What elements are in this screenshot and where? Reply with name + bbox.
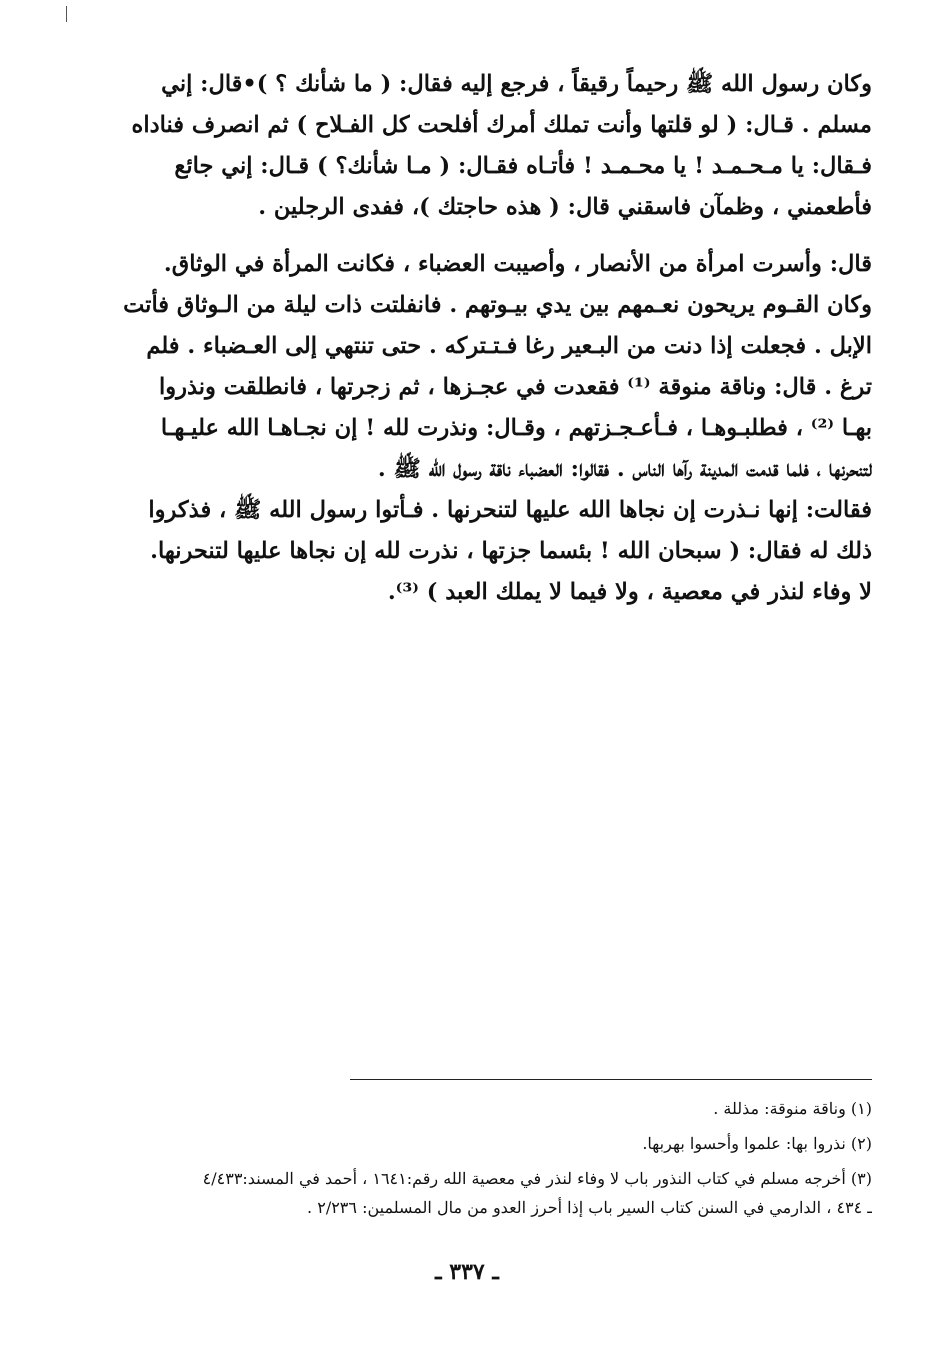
text-line: لا وفاء لنذر في معصية ، ولا فيما لا يملك العبد ) ⁽³⁾. [387,579,872,605]
footnote-line: ـ ٤٣٤ ، الدارمي في السنن كتاب السير باب إذا أحرز العدو من مال المسلمين: ٢/٢٣٦ . [307,1198,872,1217]
footnote-divider [350,1079,872,1080]
footnote-1 [72,1094,872,1123]
paragraph-1 [72,64,872,228]
footnotes [72,1094,872,1222]
text-line: ترغ . قال: وناقة منوقة ⁽¹⁾ فقعدت في عجـزها ، ثم زجرتها ، فانطلقت ونذروا [159,374,872,400]
text-line: وكان رسول الله ﷺ رحيماً رقيقاً ، فرجع إليه فقال: ( ما شأنك ؟ )•قال: إني [161,71,872,97]
scan-mark [66,6,67,22]
text-line: مسلم . قـال: ( لو قلتها وأنت تملك أمرك أفلحت كل الفـلاح ) ثم انصرف فناداه [131,112,872,138]
text-line: وكان القـوم يريحون نعـمهم بين يدي بيـوتهم . فانفلتت ذات ليلة من الـوثاق فأتت [123,292,872,318]
footnote-line: (٣) أخرجه مسلم في كتاب النذور باب لا وفاء لنذر في معصية الله رقم:١٦٤١ ، أحمد في المسند:٤/٤٣٣ [202,1169,872,1188]
text-line: بهـا ⁽²⁾ ، فطلبـوهـا ، فـأعـجـزتهم ، وقـال: ونذرت لله ! إن نجـاهـا الله عليـهـا [160,415,872,441]
footnote-line: (٢) نذروا بها: علموا وأحسوا بهربها. [642,1134,872,1153]
footnote-3 [72,1164,872,1222]
main-text [72,64,872,613]
paragraph-2 [72,244,872,613]
text-line: فقالت: إنها نـذرت إن نجاها الله عليها لتنحرنها . فـأتوا رسول الله ﷺ ، فذكروا [148,497,872,523]
text-line: فأطعمني ، وظمآن فاسقني قال: ( هذه حاجتك )، ففدى الرجلين . [258,194,872,220]
text-line: لتنحرنها ، فلما قدمت المدينة رآها الناس . فقالوا: العضباء ناقة رسول الله ﷺ . [377,456,872,482]
text-line: فـقال: يا مـحـمـد ! يا محـمـد ! فأتـاه فقـال: ( مـا شأنك؟ ) قـال: إني جائع [174,153,872,179]
footnote-2 [72,1129,872,1158]
page-number: ـ ٣٣٧ ـ [435,1259,499,1285]
text-line: ذلك له فقال: ( سبحان الله ! بئسما جزتها ، نذرت لله إن نجاها عليها لتنحرنها. [150,538,872,564]
text-line: الإبل . فجعلت إذا دنت من البـعير رغا فـتـتركه . حتى تنتهي إلى العـضباء . فلم [146,333,872,359]
footnote-line: (١) وناقة منوقة: مذللة . [713,1099,872,1118]
text-line: قال: وأسرت امرأة من الأنصار ، وأصيبت العضباء ، فكانت المرأة في الوثاق. [163,251,872,277]
